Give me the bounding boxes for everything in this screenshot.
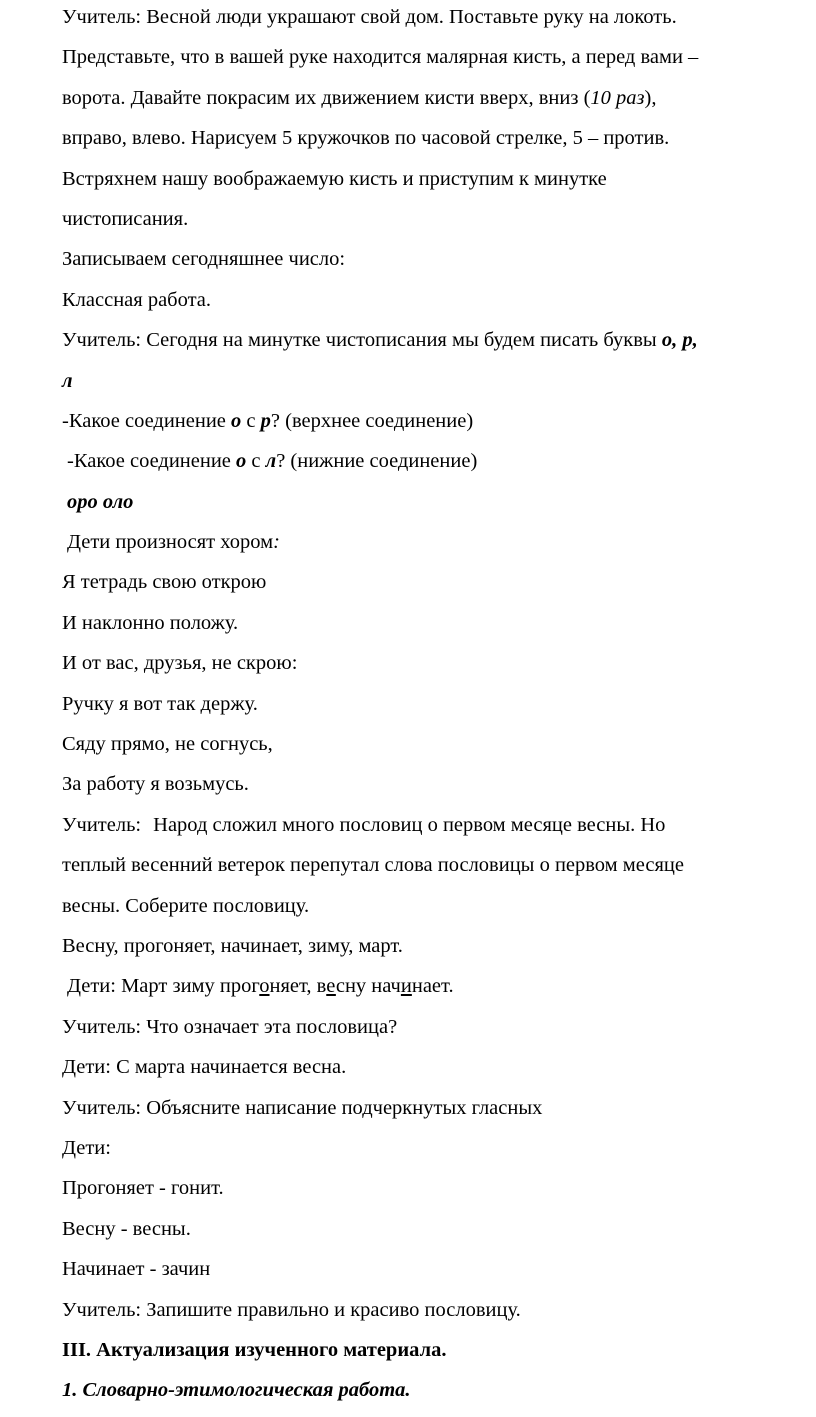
dialog-line: Прогоняет - гонит. bbox=[62, 1177, 224, 1200]
classwork-line: Классная работа. bbox=[62, 288, 212, 311]
section-heading: III. Актуализация изученного материала. bbox=[62, 1338, 447, 1361]
dialog-line: Учитель: Запишите правильно и красиво пословицу. bbox=[62, 1298, 521, 1321]
dialog-line: Учитель: Что означает эта пословица? bbox=[62, 1015, 398, 1038]
dialog-line: Весну - весны. bbox=[62, 1217, 191, 1240]
letters-bold: о, р, bbox=[661, 329, 698, 352]
poem-line: Ручку я вот так держу. bbox=[62, 692, 258, 715]
proverb-answer: Дети: Март зиму прогоняет, весну начинает. bbox=[67, 975, 454, 998]
poem-line: Я тетрадь свою открою bbox=[62, 571, 267, 594]
scrambled-proverb: Весну, прогоняет, начинает, зиму, март. bbox=[62, 934, 403, 957]
poem-line: Сяду прямо, не согнусь, bbox=[62, 733, 273, 756]
question-1: -Какое соединение о с р? (верхнее соединение) bbox=[62, 409, 474, 432]
poem-line: И наклонно положу. bbox=[62, 611, 239, 634]
dialog-line: Начинает - зачин bbox=[62, 1258, 211, 1281]
letters-line: Учитель: Сегодня на минутке чистописания мы будем писать буквы о, р, bbox=[62, 329, 698, 352]
proverb-task-line-3: весны. Соберите пословицу. bbox=[62, 894, 310, 917]
subsection-heading: 1. Словарно-этимологическая работа. bbox=[62, 1379, 411, 1402]
underlined-vowel: о bbox=[259, 975, 270, 998]
poem-line: За работу я возьмусь. bbox=[62, 773, 249, 796]
intro-line-6: чистописания. bbox=[62, 207, 189, 230]
question-2: -Какое соединение о с л? (нижние соединение) bbox=[67, 450, 478, 473]
intro-line-4: вправо, влево. Нарисуем 5 кружочков по часовой стрелке, 5 – против. bbox=[62, 127, 670, 150]
dialog-line: Учитель: Объясните написание подчеркнутых гласных bbox=[62, 1096, 543, 1119]
dialog-line: Дети: С марта начинается весна. bbox=[62, 1056, 347, 1079]
intro-line-2: Представьте, что в вашей руке находится малярная кисть, а перед вами – bbox=[62, 46, 699, 69]
proverb-task-line-1: Учитель: Народ сложил много пословиц о первом месяце весны. Но bbox=[62, 813, 666, 836]
underlined-vowel: е bbox=[326, 975, 336, 998]
poem-line: И от вас, друзья, не скрою: bbox=[62, 652, 298, 675]
intro-line-1: Учитель: Весной люди украшают свой дом. Поставьте руку на локоть. bbox=[62, 6, 677, 28]
date-line: Записываем сегодняшнее число: bbox=[62, 248, 346, 271]
intro-line-5: Встряхнем нашу воображаемую кисть и приступим к минутке bbox=[62, 167, 607, 190]
underlined-vowel: и bbox=[400, 975, 412, 998]
letter-pattern: оро оло bbox=[67, 490, 134, 513]
intro-line-3: ворота. Давайте покрасим их движением кисти вверх, вниз (10 раз), bbox=[62, 86, 657, 109]
letters-line-wrap: л bbox=[62, 369, 73, 392]
chorus-line: Дети произносят хором: bbox=[67, 531, 280, 554]
repeat-count: 10 раз bbox=[590, 86, 645, 109]
proverb-task-line-2: теплый весенний ветерок перепутал слова пословицы о первом месяце bbox=[62, 854, 684, 877]
dialog-line: Дети: bbox=[62, 1136, 111, 1159]
document-page bbox=[62, 0, 802, 1411]
